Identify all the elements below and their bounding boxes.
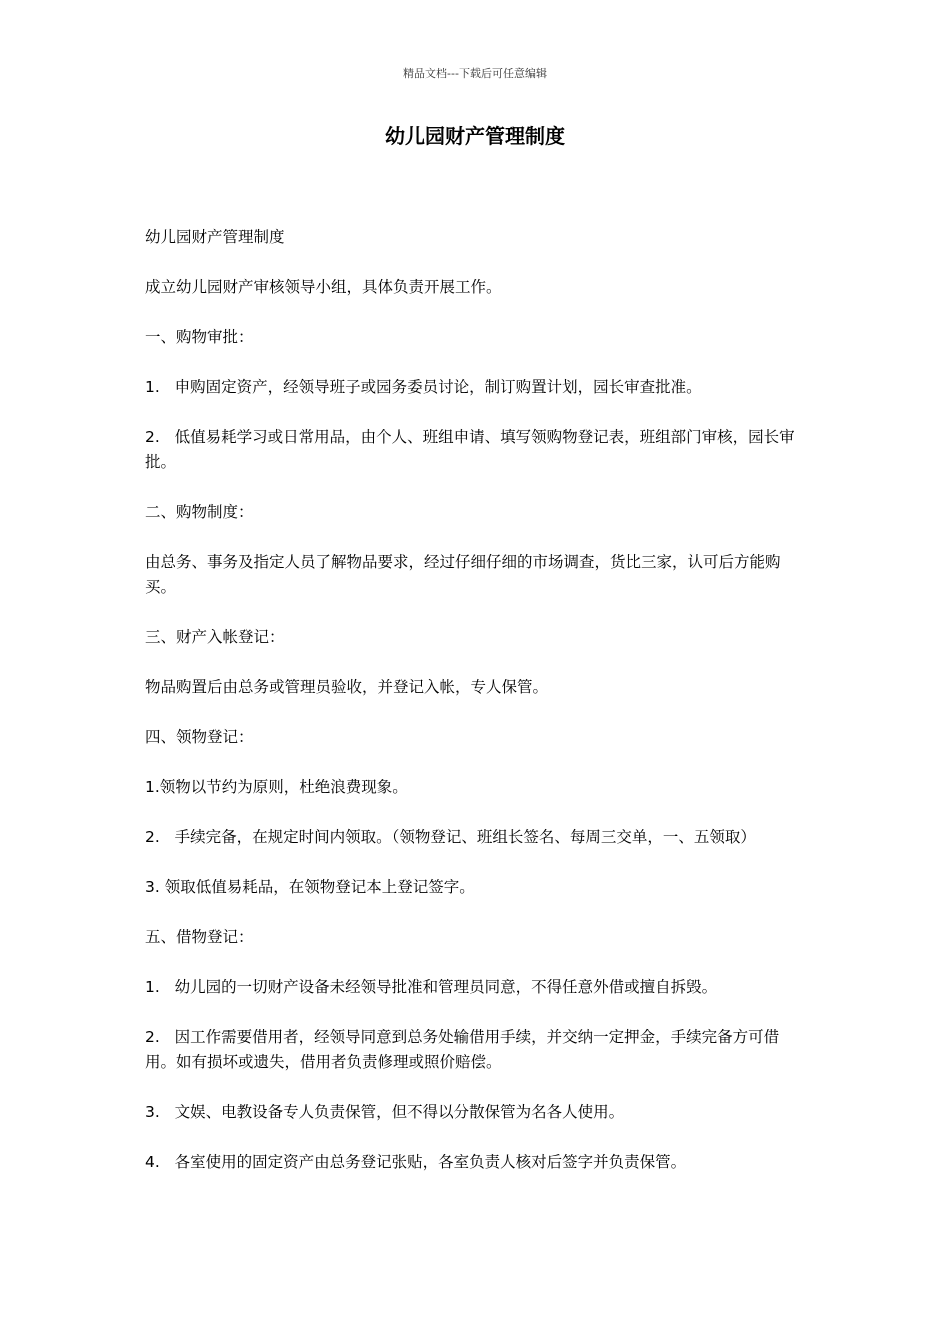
paragraph-item: 2. 手续完备，在规定时间内领取。（领物登记、班组长签名、每周三交单，一、五领取） (145, 828, 756, 846)
paragraph-item: 1. 幼儿园的一切财产设备未经领导批准和管理员同意，不得任意外借或擅自拆毁。 (145, 978, 718, 996)
section-heading-purchase-rules: 二、购物制度： (145, 503, 254, 521)
paragraph-item: 1.领物以节约为原则，杜绝浪费现象。 (145, 778, 408, 796)
paragraph-item: 3. 文娱、电教设备专人负责保管，但不得以分散保管为名各人使用。 (145, 1103, 625, 1121)
section-heading-borrowing: 五、借物登记： (145, 928, 254, 946)
section-heading-asset-registration: 三、财产入帐登记： (145, 628, 285, 646)
section-heading-purchase-approval: 一、购物审批： (145, 328, 254, 346)
document-title: 幼儿园财产管理制度 (385, 124, 565, 148)
paragraph-item: 2. 低值易耗学习或日常用品，由个人、班组申请、填写领购物登记表，班组部门审核，园长审批。 (145, 428, 795, 471)
paragraph-item: 物品购置后由总务或管理员验收，并登记入帐，专人保管。 (145, 678, 549, 696)
document-body (145, 225, 797, 1200)
paragraph-intro: 成立幼儿园财产审核领导小组，具体负责开展工作。 (145, 278, 502, 296)
paragraph-item: 4. 各室使用的固定资产由总务登记张贴，各室负责人核对后签字并负责保管。 (145, 1153, 687, 1171)
paragraph-subtitle: 幼儿园财产管理制度 (145, 228, 285, 246)
paragraph-item: 3. 领取低值易耗品，在领物登记本上登记签字。 (145, 878, 475, 896)
paragraph-item: 2. 因工作需要借用者，经领导同意到总务处输借用手续，并交纳一定押金，手续完备方可借用。如有损坏或遗失，借用者负责修理或照价赔偿。 (145, 1028, 780, 1071)
page-header: 精品文档---下载后可任意编辑 (403, 67, 547, 80)
paragraph-item: 由总务、事务及指定人员了解物品要求，经过仔细仔细的市场调查，货比三家，认可后方能购买。 (145, 553, 781, 596)
section-heading-requisition: 四、领物登记： (145, 728, 254, 746)
paragraph-item: 1. 申购固定资产，经领导班子或园务委员讨论，制订购置计划，园长审查批准。 (145, 378, 702, 396)
